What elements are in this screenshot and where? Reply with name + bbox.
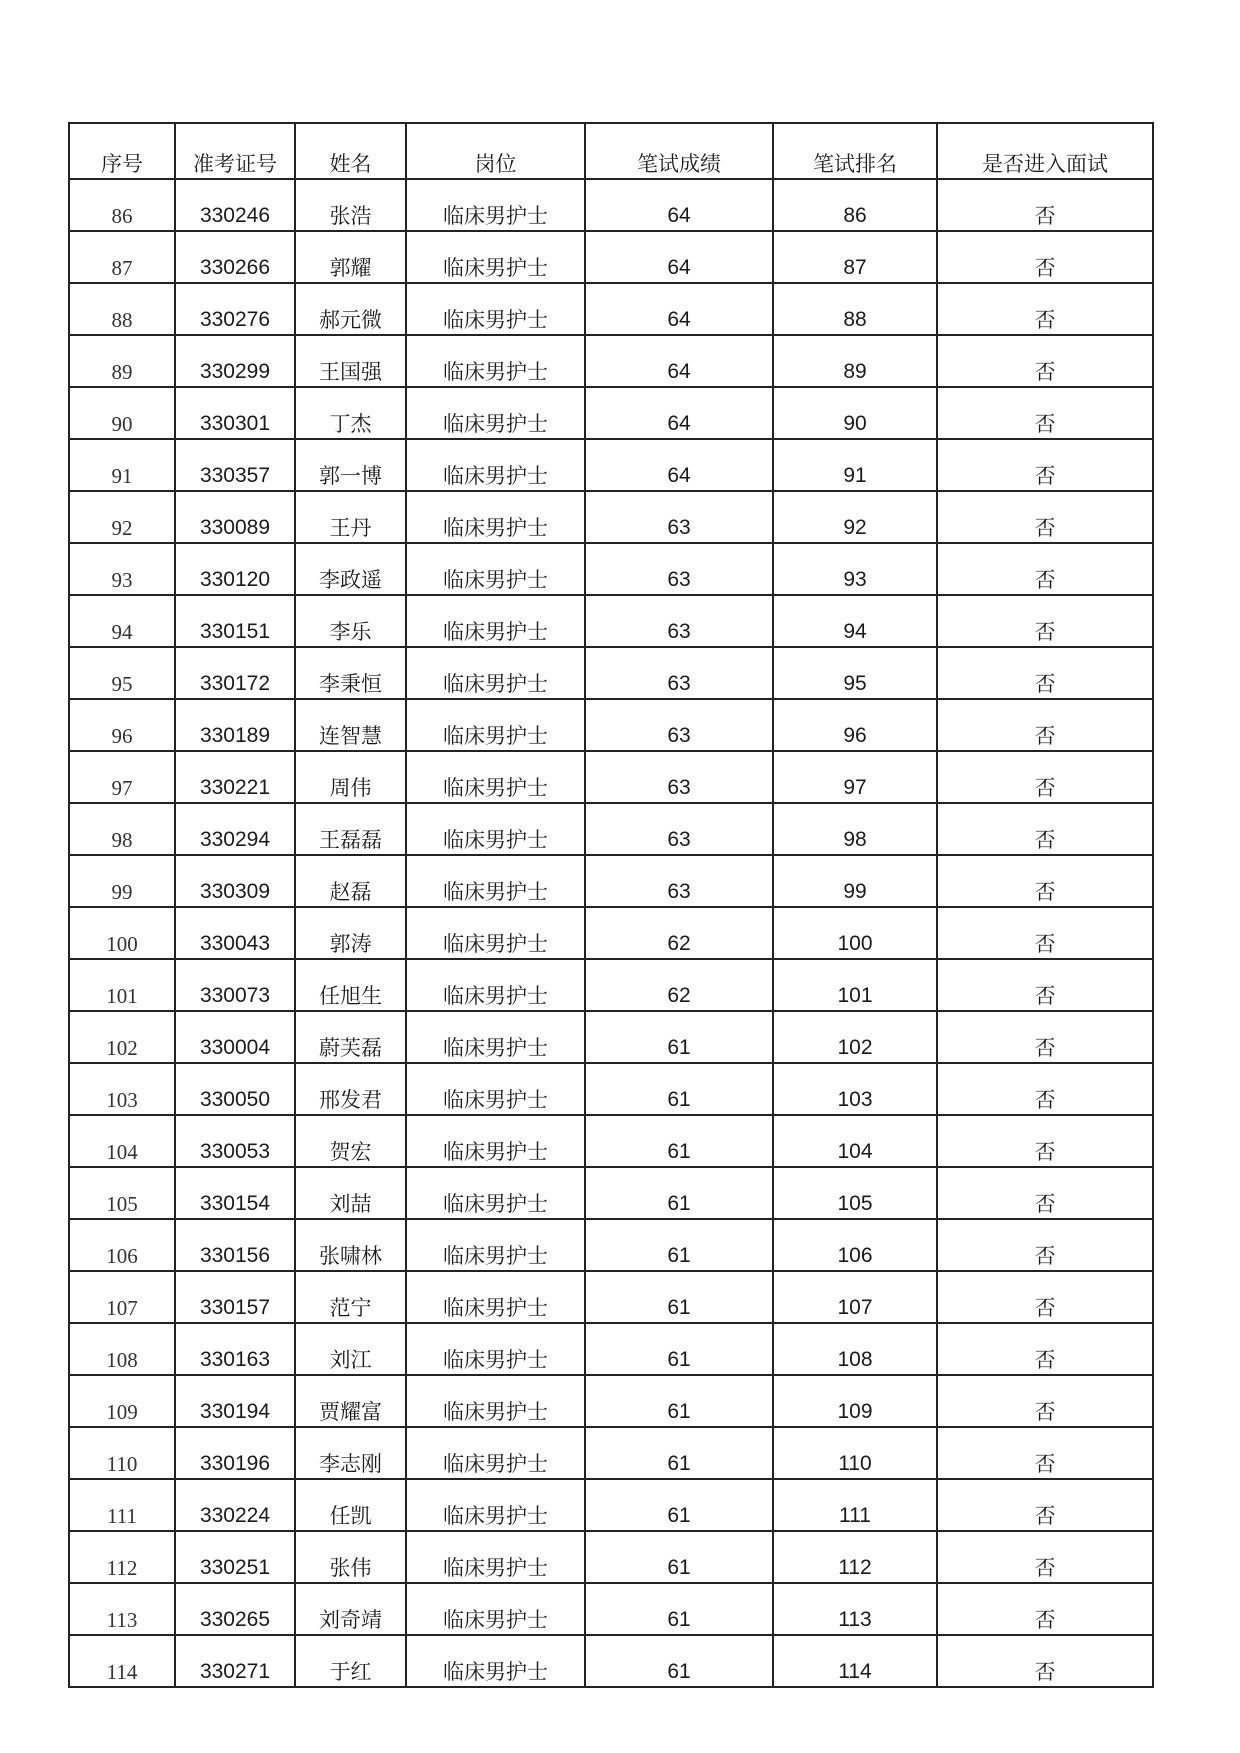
- row-interview: 否: [937, 1323, 1153, 1375]
- row-seq: 93: [69, 543, 175, 595]
- table-row: [69, 907, 1153, 959]
- table-row: [69, 1635, 1153, 1687]
- row-seq: 94: [69, 595, 175, 647]
- row-interview: 否: [937, 1271, 1153, 1323]
- row-name: 贾耀富: [295, 1375, 406, 1427]
- table-row: [69, 1271, 1153, 1323]
- row-post: 临床男护士: [406, 231, 585, 283]
- header-written-rank: 笔试排名: [773, 123, 937, 179]
- row-ticket-number: 330156: [175, 1219, 295, 1271]
- table-row: [69, 1011, 1153, 1063]
- header-written-score: 笔试成绩: [585, 123, 773, 179]
- table-row: [69, 1427, 1153, 1479]
- row-interview: 否: [937, 283, 1153, 335]
- row-written-rank: 112: [773, 1531, 937, 1583]
- row-written-score: 61: [585, 1323, 773, 1375]
- row-name: 张浩: [295, 179, 406, 231]
- row-ticket-number: 330301: [175, 387, 295, 439]
- row-written-rank: 100: [773, 907, 937, 959]
- row-seq: 103: [69, 1063, 175, 1115]
- row-written-score: 62: [585, 959, 773, 1011]
- table-row: [69, 179, 1153, 231]
- row-interview: 否: [937, 1115, 1153, 1167]
- row-written-score: 63: [585, 751, 773, 803]
- row-post: 临床男护士: [406, 1167, 585, 1219]
- table-row: [69, 751, 1153, 803]
- row-seq: 100: [69, 907, 175, 959]
- row-post: 临床男护士: [406, 387, 585, 439]
- row-post: 临床男护士: [406, 1635, 585, 1687]
- row-written-score: 61: [585, 1167, 773, 1219]
- row-post: 临床男护士: [406, 1063, 585, 1115]
- row-written-rank: 86: [773, 179, 937, 231]
- row-written-rank: 107: [773, 1271, 937, 1323]
- row-interview: 否: [937, 959, 1153, 1011]
- row-seq: 96: [69, 699, 175, 751]
- header-row: [69, 123, 1153, 179]
- row-written-rank: 88: [773, 283, 937, 335]
- table-row: [69, 439, 1153, 491]
- row-written-score: 63: [585, 543, 773, 595]
- row-ticket-number: 330266: [175, 231, 295, 283]
- row-post: 临床男护士: [406, 647, 585, 699]
- row-written-rank: 102: [773, 1011, 937, 1063]
- row-seq: 95: [69, 647, 175, 699]
- row-interview: 否: [937, 1531, 1153, 1583]
- row-name: 贺宏: [295, 1115, 406, 1167]
- row-written-score: 61: [585, 1479, 773, 1531]
- row-ticket-number: 330157: [175, 1271, 295, 1323]
- row-written-rank: 106: [773, 1219, 937, 1271]
- row-interview: 否: [937, 335, 1153, 387]
- row-seq: 104: [69, 1115, 175, 1167]
- row-written-rank: 90: [773, 387, 937, 439]
- row-ticket-number: 330224: [175, 1479, 295, 1531]
- row-ticket-number: 330221: [175, 751, 295, 803]
- row-written-score: 64: [585, 179, 773, 231]
- results-sheet: [68, 122, 1152, 1688]
- row-written-rank: 95: [773, 647, 937, 699]
- row-name: 郭耀: [295, 231, 406, 283]
- row-post: 临床男护士: [406, 699, 585, 751]
- row-post: 临床男护士: [406, 1115, 585, 1167]
- row-written-rank: 111: [773, 1479, 937, 1531]
- row-ticket-number: 330299: [175, 335, 295, 387]
- row-seq: 109: [69, 1375, 175, 1427]
- row-name: 刘江: [295, 1323, 406, 1375]
- table-row: [69, 1219, 1153, 1271]
- row-post: 临床男护士: [406, 1219, 585, 1271]
- row-ticket-number: 330196: [175, 1427, 295, 1479]
- table-row: [69, 231, 1153, 283]
- row-written-rank: 91: [773, 439, 937, 491]
- row-post: 临床男护士: [406, 491, 585, 543]
- row-written-rank: 89: [773, 335, 937, 387]
- header-ticket-number: 准考证号: [175, 123, 295, 179]
- row-name: 连智慧: [295, 699, 406, 751]
- row-ticket-number: 330053: [175, 1115, 295, 1167]
- row-name: 刘喆: [295, 1167, 406, 1219]
- row-name: 刘奇靖: [295, 1583, 406, 1635]
- row-post: 临床男护士: [406, 1583, 585, 1635]
- row-written-score: 61: [585, 1531, 773, 1583]
- row-interview: 否: [937, 1375, 1153, 1427]
- row-ticket-number: 330246: [175, 179, 295, 231]
- row-written-rank: 92: [773, 491, 937, 543]
- row-ticket-number: 330050: [175, 1063, 295, 1115]
- row-written-score: 61: [585, 1219, 773, 1271]
- row-written-score: 63: [585, 855, 773, 907]
- row-written-score: 63: [585, 647, 773, 699]
- table-row: [69, 1323, 1153, 1375]
- row-seq: 107: [69, 1271, 175, 1323]
- row-ticket-number: 330172: [175, 647, 295, 699]
- table-row: [69, 959, 1153, 1011]
- row-post: 临床男护士: [406, 751, 585, 803]
- header-interview: 是否进入面试: [937, 123, 1153, 179]
- row-name: 李乐: [295, 595, 406, 647]
- row-name: 郝元微: [295, 283, 406, 335]
- row-written-score: 61: [585, 1375, 773, 1427]
- table-row: [69, 1531, 1153, 1583]
- row-seq: 90: [69, 387, 175, 439]
- row-seq: 111: [69, 1479, 175, 1531]
- row-name: 张伟: [295, 1531, 406, 1583]
- row-written-score: 63: [585, 491, 773, 543]
- row-name: 郭一博: [295, 439, 406, 491]
- row-ticket-number: 330294: [175, 803, 295, 855]
- table-row: [69, 1375, 1153, 1427]
- row-post: 临床男护士: [406, 1531, 585, 1583]
- table-row: [69, 1115, 1153, 1167]
- row-written-score: 62: [585, 907, 773, 959]
- row-ticket-number: 330251: [175, 1531, 295, 1583]
- row-ticket-number: 330357: [175, 439, 295, 491]
- row-interview: 否: [937, 179, 1153, 231]
- row-interview: 否: [937, 387, 1153, 439]
- row-name: 王国强: [295, 335, 406, 387]
- row-written-score: 63: [585, 699, 773, 751]
- row-name: 张啸林: [295, 1219, 406, 1271]
- row-interview: 否: [937, 491, 1153, 543]
- row-written-score: 61: [585, 1635, 773, 1687]
- row-ticket-number: 330276: [175, 283, 295, 335]
- row-ticket-number: 330120: [175, 543, 295, 595]
- header-post: 岗位: [406, 123, 585, 179]
- row-written-rank: 87: [773, 231, 937, 283]
- row-seq: 106: [69, 1219, 175, 1271]
- row-written-rank: 94: [773, 595, 937, 647]
- row-written-rank: 113: [773, 1583, 937, 1635]
- row-written-rank: 105: [773, 1167, 937, 1219]
- table-row: [69, 595, 1153, 647]
- row-seq: 114: [69, 1635, 175, 1687]
- row-name: 郭涛: [295, 907, 406, 959]
- row-ticket-number: 330194: [175, 1375, 295, 1427]
- row-written-rank: 109: [773, 1375, 937, 1427]
- row-ticket-number: 330265: [175, 1583, 295, 1635]
- row-seq: 101: [69, 959, 175, 1011]
- header-name: 姓名: [295, 123, 406, 179]
- row-post: 临床男护士: [406, 543, 585, 595]
- row-written-rank: 104: [773, 1115, 937, 1167]
- row-written-rank: 99: [773, 855, 937, 907]
- row-ticket-number: 330089: [175, 491, 295, 543]
- row-written-score: 64: [585, 387, 773, 439]
- row-written-rank: 114: [773, 1635, 937, 1687]
- row-ticket-number: 330151: [175, 595, 295, 647]
- row-post: 临床男护士: [406, 1427, 585, 1479]
- row-seq: 87: [69, 231, 175, 283]
- row-written-rank: 97: [773, 751, 937, 803]
- row-interview: 否: [937, 699, 1153, 751]
- row-post: 临床男护士: [406, 283, 585, 335]
- row-name: 蔚芙磊: [295, 1011, 406, 1063]
- row-interview: 否: [937, 751, 1153, 803]
- row-interview: 否: [937, 1583, 1153, 1635]
- table-row: [69, 1167, 1153, 1219]
- row-name: 赵磊: [295, 855, 406, 907]
- row-post: 临床男护士: [406, 439, 585, 491]
- table-row: [69, 1063, 1153, 1115]
- row-name: 任旭生: [295, 959, 406, 1011]
- exam-results-table: [68, 122, 1154, 1688]
- row-written-score: 61: [585, 1011, 773, 1063]
- row-written-rank: 98: [773, 803, 937, 855]
- row-written-rank: 108: [773, 1323, 937, 1375]
- row-name: 李政遥: [295, 543, 406, 595]
- row-post: 临床男护士: [406, 1271, 585, 1323]
- row-name: 丁杰: [295, 387, 406, 439]
- row-post: 临床男护士: [406, 179, 585, 231]
- row-written-score: 61: [585, 1115, 773, 1167]
- row-seq: 91: [69, 439, 175, 491]
- row-interview: 否: [937, 439, 1153, 491]
- row-seq: 105: [69, 1167, 175, 1219]
- row-ticket-number: 330004: [175, 1011, 295, 1063]
- row-ticket-number: 330271: [175, 1635, 295, 1687]
- row-written-score: 64: [585, 231, 773, 283]
- table-row: [69, 543, 1153, 595]
- table-row: [69, 387, 1153, 439]
- table-row: [69, 1479, 1153, 1531]
- row-name: 王磊磊: [295, 803, 406, 855]
- row-post: 临床男护士: [406, 959, 585, 1011]
- row-post: 临床男护士: [406, 1323, 585, 1375]
- table-row: [69, 335, 1153, 387]
- row-ticket-number: 330309: [175, 855, 295, 907]
- row-interview: 否: [937, 1219, 1153, 1271]
- row-written-rank: 93: [773, 543, 937, 595]
- table-row: [69, 491, 1153, 543]
- row-written-score: 61: [585, 1427, 773, 1479]
- row-written-score: 64: [585, 335, 773, 387]
- row-post: 临床男护士: [406, 595, 585, 647]
- row-interview: 否: [937, 1011, 1153, 1063]
- row-post: 临床男护士: [406, 855, 585, 907]
- row-seq: 99: [69, 855, 175, 907]
- row-post: 临床男护士: [406, 1479, 585, 1531]
- row-written-score: 64: [585, 283, 773, 335]
- row-written-score: 64: [585, 439, 773, 491]
- row-written-rank: 110: [773, 1427, 937, 1479]
- table-row: [69, 855, 1153, 907]
- row-seq: 98: [69, 803, 175, 855]
- row-name: 范宁: [295, 1271, 406, 1323]
- row-name: 周伟: [295, 751, 406, 803]
- row-name: 邢发君: [295, 1063, 406, 1115]
- row-interview: 否: [937, 1167, 1153, 1219]
- header-seq: 序号: [69, 123, 175, 179]
- row-seq: 110: [69, 1427, 175, 1479]
- row-post: 临床男护士: [406, 803, 585, 855]
- row-seq: 108: [69, 1323, 175, 1375]
- table-row: [69, 1583, 1153, 1635]
- row-name: 王丹: [295, 491, 406, 543]
- table-row: [69, 803, 1153, 855]
- row-interview: 否: [937, 1427, 1153, 1479]
- row-post: 临床男护士: [406, 1011, 585, 1063]
- row-ticket-number: 330043: [175, 907, 295, 959]
- row-written-score: 61: [585, 1063, 773, 1115]
- row-interview: 否: [937, 855, 1153, 907]
- row-seq: 112: [69, 1531, 175, 1583]
- row-interview: 否: [937, 595, 1153, 647]
- row-name: 于红: [295, 1635, 406, 1687]
- row-post: 临床男护士: [406, 1375, 585, 1427]
- row-written-rank: 101: [773, 959, 937, 1011]
- row-interview: 否: [937, 907, 1153, 959]
- row-ticket-number: 330163: [175, 1323, 295, 1375]
- row-interview: 否: [937, 1063, 1153, 1115]
- row-ticket-number: 330154: [175, 1167, 295, 1219]
- row-interview: 否: [937, 803, 1153, 855]
- row-ticket-number: 330189: [175, 699, 295, 751]
- table-row: [69, 647, 1153, 699]
- row-written-rank: 103: [773, 1063, 937, 1115]
- row-seq: 86: [69, 179, 175, 231]
- row-interview: 否: [937, 1635, 1153, 1687]
- table-row: [69, 699, 1153, 751]
- row-seq: 113: [69, 1583, 175, 1635]
- row-name: 任凯: [295, 1479, 406, 1531]
- table-row: [69, 283, 1153, 335]
- row-post: 临床男护士: [406, 907, 585, 959]
- row-post: 临床男护士: [406, 335, 585, 387]
- row-written-score: 61: [585, 1583, 773, 1635]
- table-body: [69, 179, 1153, 1687]
- row-name: 李秉恒: [295, 647, 406, 699]
- row-interview: 否: [937, 1479, 1153, 1531]
- row-seq: 92: [69, 491, 175, 543]
- row-seq: 88: [69, 283, 175, 335]
- row-written-score: 61: [585, 1271, 773, 1323]
- row-written-score: 63: [585, 595, 773, 647]
- row-seq: 102: [69, 1011, 175, 1063]
- row-seq: 89: [69, 335, 175, 387]
- row-interview: 否: [937, 231, 1153, 283]
- row-interview: 否: [937, 543, 1153, 595]
- row-ticket-number: 330073: [175, 959, 295, 1011]
- row-written-rank: 96: [773, 699, 937, 751]
- row-interview: 否: [937, 647, 1153, 699]
- row-name: 李志刚: [295, 1427, 406, 1479]
- row-written-score: 63: [585, 803, 773, 855]
- row-seq: 97: [69, 751, 175, 803]
